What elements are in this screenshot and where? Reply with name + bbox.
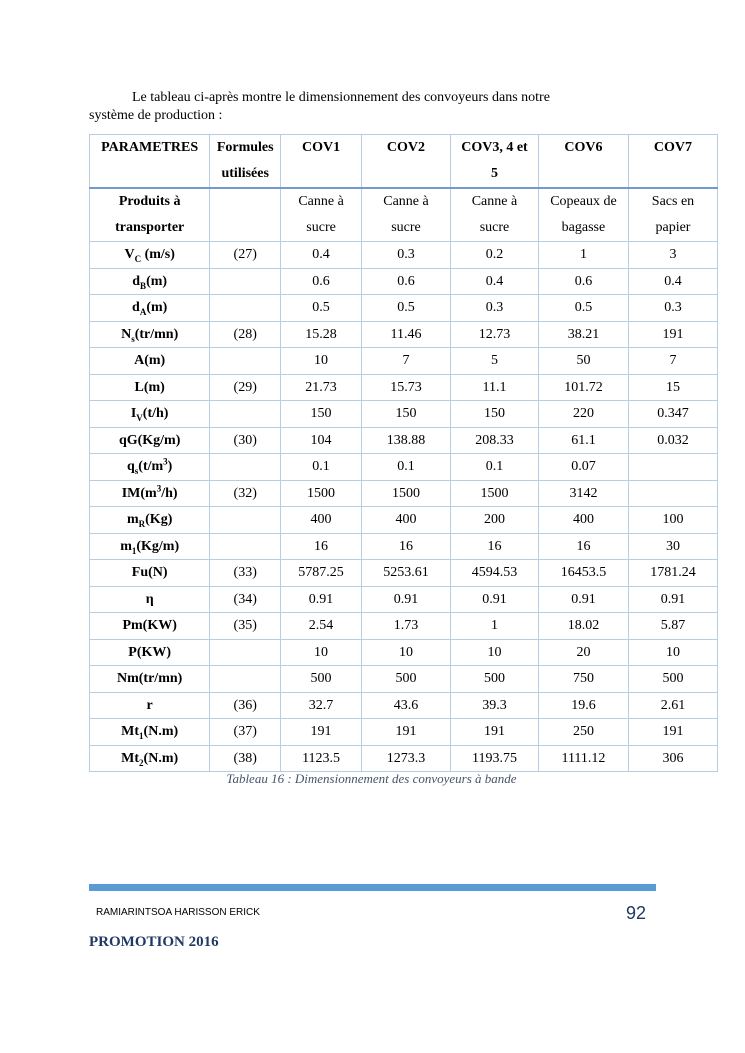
param-cell: L(m) bbox=[90, 374, 210, 401]
value-cell: 7 bbox=[628, 348, 717, 375]
value-cell: 0.4 bbox=[281, 242, 362, 269]
param-cell: Produits à transporter bbox=[90, 188, 210, 242]
formula-cell: (38) bbox=[210, 745, 281, 772]
value-cell: 15.28 bbox=[281, 321, 362, 348]
header-cov2: COV2 bbox=[362, 135, 451, 189]
value-cell: 191 bbox=[628, 719, 717, 746]
value-cell: 150 bbox=[281, 401, 362, 428]
value-cell: 1123.5 bbox=[281, 745, 362, 772]
value-cell: 0.1 bbox=[362, 454, 451, 481]
value-cell: 61.1 bbox=[538, 427, 628, 454]
value-cell: 15.73 bbox=[362, 374, 451, 401]
value-cell: 16 bbox=[362, 533, 451, 560]
param-cell: $m_R(Kg)$ bbox=[90, 507, 210, 534]
value-cell: 0.3 bbox=[450, 295, 538, 322]
value-cell: 5253.61 bbox=[362, 560, 451, 587]
value-cell: 0.5 bbox=[538, 295, 628, 322]
value-cell: 500 bbox=[362, 666, 451, 693]
intro-line-1: Le tableau ci-après montre le dimensionnement des convoyeurs dans notre bbox=[132, 90, 550, 105]
param-cell: Nm(tr/mn) bbox=[90, 666, 210, 693]
value-cell: 11.1 bbox=[450, 374, 538, 401]
formula-cell: (35) bbox=[210, 613, 281, 640]
value-cell: 0.2 bbox=[450, 242, 538, 269]
formula-cell: (32) bbox=[210, 480, 281, 507]
value-cell: 32.7 bbox=[281, 692, 362, 719]
value-cell: 0.91 bbox=[538, 586, 628, 613]
formula-cell bbox=[210, 401, 281, 428]
value-cell: Canne à sucre bbox=[281, 188, 362, 242]
param-cell: $IM(m^3/h)$ bbox=[90, 480, 210, 507]
value-cell: 3 bbox=[628, 242, 717, 269]
value-cell: 19.6 bbox=[538, 692, 628, 719]
value-cell: 11.46 bbox=[362, 321, 451, 348]
value-cell: 10 bbox=[362, 639, 451, 666]
value-cell: 3142 bbox=[538, 480, 628, 507]
table-row bbox=[90, 348, 718, 375]
table-row bbox=[90, 268, 718, 295]
value-cell: 0.3 bbox=[628, 295, 717, 322]
table-row bbox=[90, 401, 718, 428]
param-cell: $Mt_1(N.m)$ bbox=[90, 719, 210, 746]
value-cell: 0.4 bbox=[628, 268, 717, 295]
value-cell: 191 bbox=[362, 719, 451, 746]
value-cell: 0.6 bbox=[281, 268, 362, 295]
value-cell: 191 bbox=[450, 719, 538, 746]
param-cell: $m_1(Kg/m)$ bbox=[90, 533, 210, 560]
param-cell: $Mt_2(N.m)$ bbox=[90, 745, 210, 772]
table-row bbox=[90, 507, 718, 534]
value-cell: 0.91 bbox=[628, 586, 717, 613]
header-cov6: COV6 bbox=[538, 135, 628, 189]
value-cell: Sacs en papier bbox=[628, 188, 717, 242]
param-cell: $d_B(m)$ bbox=[90, 268, 210, 295]
header-cov7: COV7 bbox=[628, 135, 717, 189]
value-cell: 1500 bbox=[281, 480, 362, 507]
param-cell: $d_A(m)$ bbox=[90, 295, 210, 322]
value-cell: 1111.12 bbox=[538, 745, 628, 772]
value-cell: 1193.75 bbox=[450, 745, 538, 772]
value-cell: 138.88 bbox=[362, 427, 451, 454]
param-cell: $I_V(t/h)$ bbox=[90, 401, 210, 428]
value-cell: 16 bbox=[281, 533, 362, 560]
value-cell: 0.91 bbox=[281, 586, 362, 613]
value-cell: 500 bbox=[281, 666, 362, 693]
header-cov3: COV3, 4 et 5 bbox=[450, 135, 538, 189]
param-cell: $N_s(tr/mn)$ bbox=[90, 321, 210, 348]
formula-cell: (27) bbox=[210, 242, 281, 269]
value-cell: 16 bbox=[450, 533, 538, 560]
formula-cell bbox=[210, 533, 281, 560]
formula-cell bbox=[210, 188, 281, 242]
value-cell: 1273.3 bbox=[362, 745, 451, 772]
value-cell: Canne à sucre bbox=[362, 188, 451, 242]
value-cell: 0.032 bbox=[628, 427, 717, 454]
formula-cell bbox=[210, 348, 281, 375]
table-row bbox=[90, 745, 718, 772]
value-cell: 5 bbox=[450, 348, 538, 375]
table-row bbox=[90, 586, 718, 613]
value-cell: 16453.5 bbox=[538, 560, 628, 587]
value-cell: 1500 bbox=[450, 480, 538, 507]
value-cell: 200 bbox=[450, 507, 538, 534]
param-cell: r bbox=[90, 692, 210, 719]
value-cell: 400 bbox=[362, 507, 451, 534]
formula-cell bbox=[210, 666, 281, 693]
table-row bbox=[90, 560, 718, 587]
value-cell: 191 bbox=[628, 321, 717, 348]
value-cell: 400 bbox=[281, 507, 362, 534]
table-row bbox=[90, 613, 718, 640]
value-cell: 21.73 bbox=[281, 374, 362, 401]
table-row bbox=[90, 427, 718, 454]
value-cell: 400 bbox=[538, 507, 628, 534]
param-cell: qG(Kg/m) bbox=[90, 427, 210, 454]
value-cell: 191 bbox=[281, 719, 362, 746]
formula-cell bbox=[210, 639, 281, 666]
table-row-products bbox=[90, 188, 718, 242]
value-cell bbox=[628, 480, 717, 507]
footer-promotion: PROMOTION 2016 bbox=[89, 934, 219, 950]
value-cell: 43.6 bbox=[362, 692, 451, 719]
value-cell: 220 bbox=[538, 401, 628, 428]
value-cell: 30 bbox=[628, 533, 717, 560]
value-cell: 0.91 bbox=[362, 586, 451, 613]
formula-cell bbox=[210, 507, 281, 534]
param-cell: A(m) bbox=[90, 348, 210, 375]
table-row bbox=[90, 639, 718, 666]
value-cell: 10 bbox=[281, 348, 362, 375]
table-row bbox=[90, 242, 718, 269]
formula-cell bbox=[210, 295, 281, 322]
header-formules: Formules utilisées bbox=[210, 135, 281, 189]
value-cell: 150 bbox=[450, 401, 538, 428]
table-header-row bbox=[90, 135, 718, 189]
param-cell: η bbox=[90, 586, 210, 613]
value-cell: 18.02 bbox=[538, 613, 628, 640]
value-cell: 0.347 bbox=[628, 401, 717, 428]
value-cell: 15 bbox=[628, 374, 717, 401]
param-cell: Pm(KW) bbox=[90, 613, 210, 640]
value-cell: 101.72 bbox=[538, 374, 628, 401]
value-cell: 750 bbox=[538, 666, 628, 693]
formula-cell: (33) bbox=[210, 560, 281, 587]
footer-author: RAMIARINTSOA HARISSON ERICK bbox=[96, 907, 260, 918]
table-row bbox=[90, 666, 718, 693]
value-cell: 10 bbox=[281, 639, 362, 666]
value-cell: 10 bbox=[628, 639, 717, 666]
footer-divider bbox=[89, 884, 656, 891]
param-cell: Fu(N) bbox=[90, 560, 210, 587]
formula-cell bbox=[210, 268, 281, 295]
value-cell: 150 bbox=[362, 401, 451, 428]
value-cell: 306 bbox=[628, 745, 717, 772]
value-cell: 0.91 bbox=[450, 586, 538, 613]
value-cell: 104 bbox=[281, 427, 362, 454]
value-cell: 50 bbox=[538, 348, 628, 375]
value-cell: 0.6 bbox=[538, 268, 628, 295]
value-cell: 12.73 bbox=[450, 321, 538, 348]
value-cell: 100 bbox=[628, 507, 717, 534]
value-cell: 0.6 bbox=[362, 268, 451, 295]
value-cell: 10 bbox=[450, 639, 538, 666]
table-row bbox=[90, 692, 718, 719]
value-cell: 5787.25 bbox=[281, 560, 362, 587]
value-cell: 1 bbox=[538, 242, 628, 269]
value-cell: 0.1 bbox=[281, 454, 362, 481]
value-cell: 0.5 bbox=[281, 295, 362, 322]
intro-line-2: système de production : bbox=[89, 108, 223, 123]
value-cell: 1781.24 bbox=[628, 560, 717, 587]
value-cell bbox=[628, 454, 717, 481]
value-cell: 2.54 bbox=[281, 613, 362, 640]
value-cell: 2.61 bbox=[628, 692, 717, 719]
value-cell: 0.5 bbox=[362, 295, 451, 322]
table-row bbox=[90, 321, 718, 348]
value-cell: 500 bbox=[628, 666, 717, 693]
formula-cell: (28) bbox=[210, 321, 281, 348]
conveyor-dimension-table bbox=[89, 134, 718, 772]
formula-cell: (29) bbox=[210, 374, 281, 401]
value-cell: 38.21 bbox=[538, 321, 628, 348]
value-cell: 20 bbox=[538, 639, 628, 666]
value-cell: 1.73 bbox=[362, 613, 451, 640]
formula-cell: (34) bbox=[210, 586, 281, 613]
value-cell: 208.33 bbox=[450, 427, 538, 454]
page-number: 92 bbox=[626, 903, 647, 923]
value-cell: 0.3 bbox=[362, 242, 451, 269]
formula-cell: (36) bbox=[210, 692, 281, 719]
value-cell: 7 bbox=[362, 348, 451, 375]
value-cell: 0.07 bbox=[538, 454, 628, 481]
param-cell: $q_s(t/m^3)$ bbox=[90, 454, 210, 481]
header-parametres: PARAMETRES bbox=[90, 135, 210, 189]
formula-cell bbox=[210, 454, 281, 481]
table-row bbox=[90, 454, 718, 481]
value-cell: 39.3 bbox=[450, 692, 538, 719]
value-cell: 500 bbox=[450, 666, 538, 693]
value-cell: 4594.53 bbox=[450, 560, 538, 587]
value-cell: 0.4 bbox=[450, 268, 538, 295]
table-row bbox=[90, 295, 718, 322]
value-cell: 250 bbox=[538, 719, 628, 746]
table-row bbox=[90, 374, 718, 401]
value-cell: 0.1 bbox=[450, 454, 538, 481]
table-caption: Tableau 16 : Dimensionnement des convoyeurs à bande bbox=[226, 771, 517, 786]
value-cell: 1 bbox=[450, 613, 538, 640]
value-cell: Copeaux de bagasse bbox=[538, 188, 628, 242]
value-cell: Canne à sucre bbox=[450, 188, 538, 242]
param-cell: $V_C$ (m/s) bbox=[90, 242, 210, 269]
formula-cell: (30) bbox=[210, 427, 281, 454]
value-cell: 16 bbox=[538, 533, 628, 560]
param-cell: P(KW) bbox=[90, 639, 210, 666]
table-row bbox=[90, 719, 718, 746]
intro-paragraph bbox=[89, 89, 649, 125]
value-cell: 5.87 bbox=[628, 613, 717, 640]
table-row bbox=[90, 480, 718, 507]
formula-cell: (37) bbox=[210, 719, 281, 746]
value-cell: 1500 bbox=[362, 480, 451, 507]
table-row bbox=[90, 533, 718, 560]
header-cov1: COV1 bbox=[281, 135, 362, 189]
